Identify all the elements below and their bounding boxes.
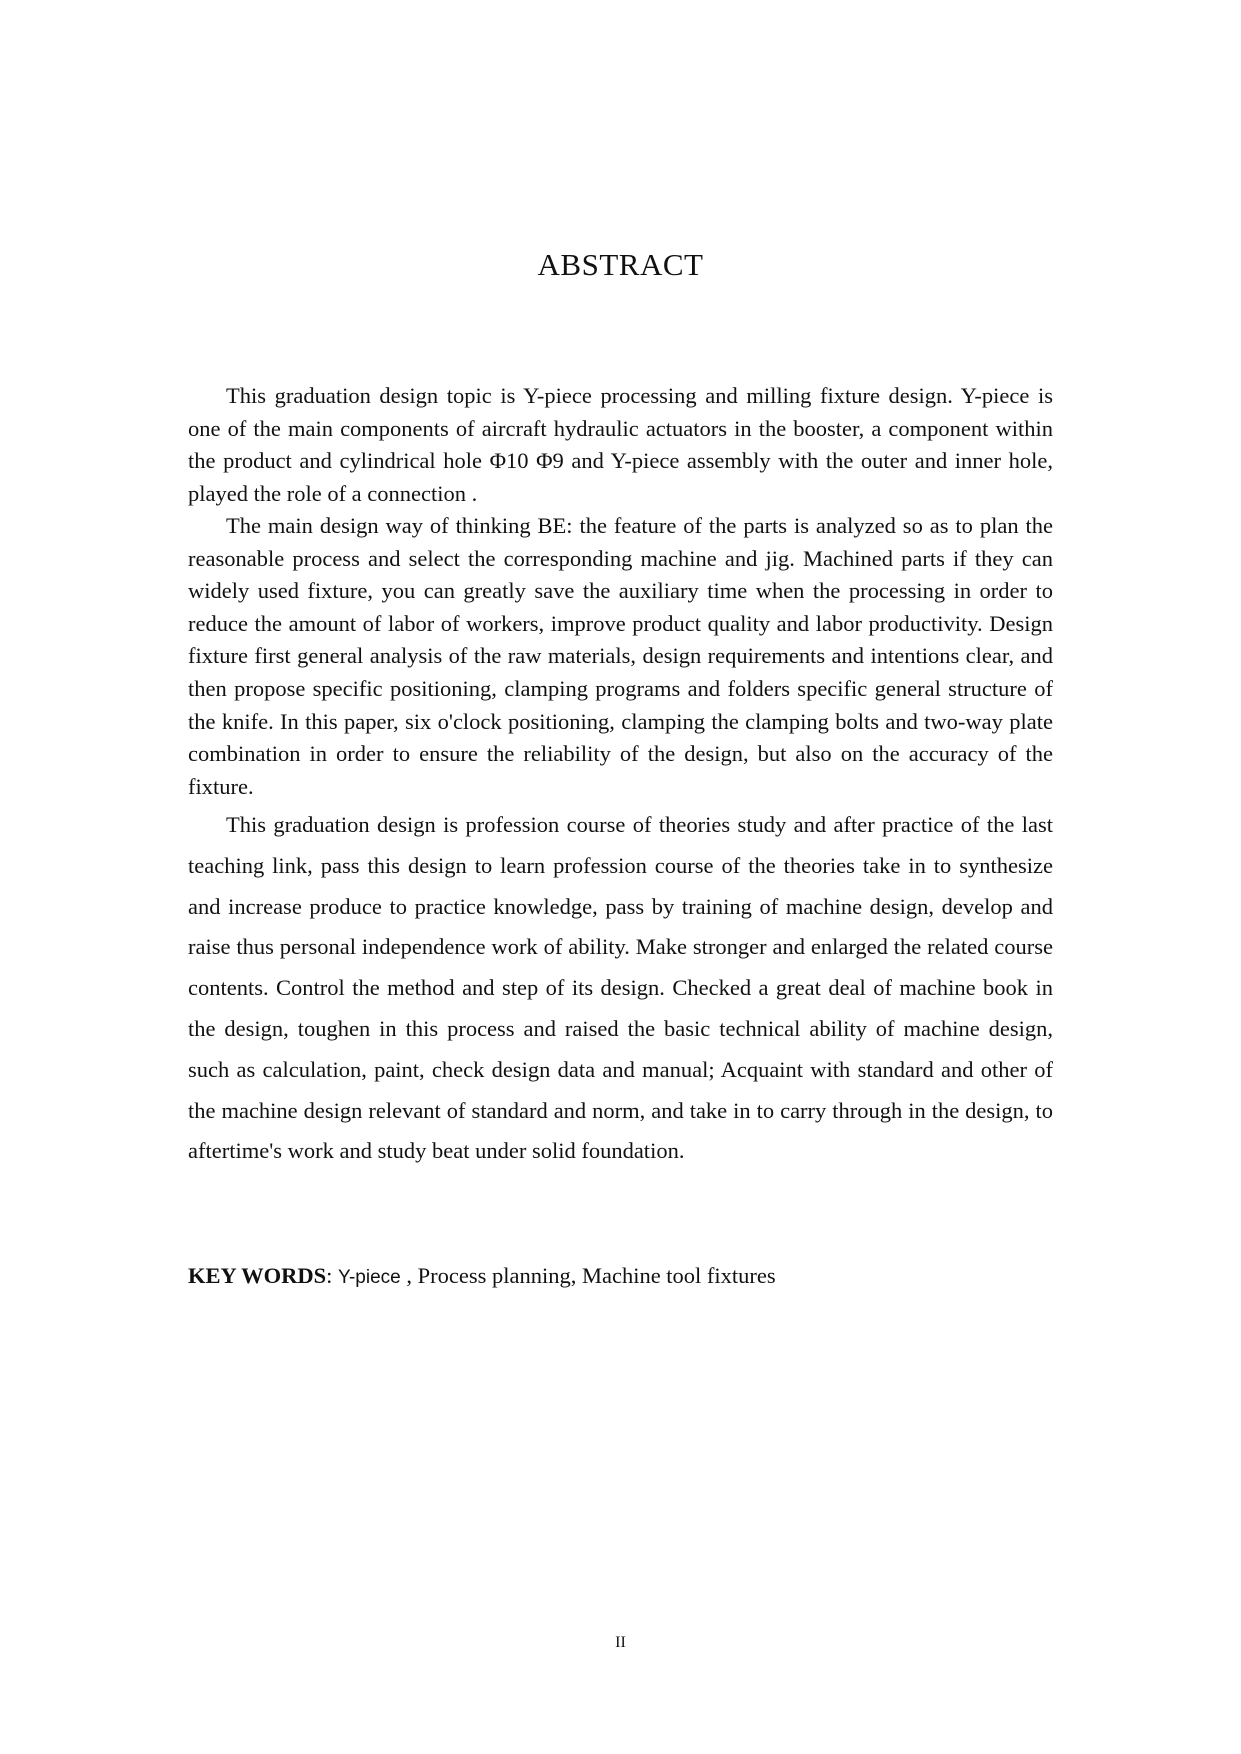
paragraph-1: This graduation design topic is Y-piece processing and milling fixture design. Y-piece is one of the main components of aircraft hydraulic actuators in the booster, a component within the product and cylindrical hole Φ10 Φ9 and Y-piece assembly with the outer and inner hole, played the role of a connection . [188,383,1053,506]
keywords-separator: : [326,1263,339,1288]
keywords-line [188,1261,1053,1293]
keywords-first: Y-piece [338,1267,401,1288]
keywords-rest: , Process planning, Machine tool fixtures [400,1263,776,1288]
keywords-label: KEY WORDS [188,1263,327,1288]
abstract-heading: ABSTRACT [537,247,704,282]
paragraph-2: The main design way of thinking BE: the feature of the parts is analyzed so as to plan the reasonable process and select the corresponding machine and jig. Machined parts if they can widely used fixture, you can greatly save the auxiliary time when the processing in order to reduce the amount of labor of workers, improve product quality and labor productivity. Design fixture first general analysis of the raw materials, design requirements and intentions clear, and then propose specific positioning, clamping programs and folders specific general structure of the knife. In this paper, six o'clock positioning, clamping the clamping bolts and two-way plate combination in order to ensure the reliability of the design, but also on the accuracy of the fixture. [188,513,1053,799]
paragraph-3: This graduation design is profession course of theories study and after practice of the last teaching link, pass this design to learn profession course of the theories take in to synthesize and increase produce to practice knowledge, pass by training of machine design, develop and raise thus personal independence work of ability. Make stronger and enlarged the related course contents. Control the method and step of its design. Checked a great deal of machine book in the design, toughen in this process and raised the basic technical ability of machine design, such as calculation, paint, check design data and manual; Acquaint with standard and other of the machine design relevant of standard and norm, and take in to carry through in the design, to aftertime's work and study beat under solid foundation. [188,812,1053,1164]
page-number: II [615,1634,626,1651]
